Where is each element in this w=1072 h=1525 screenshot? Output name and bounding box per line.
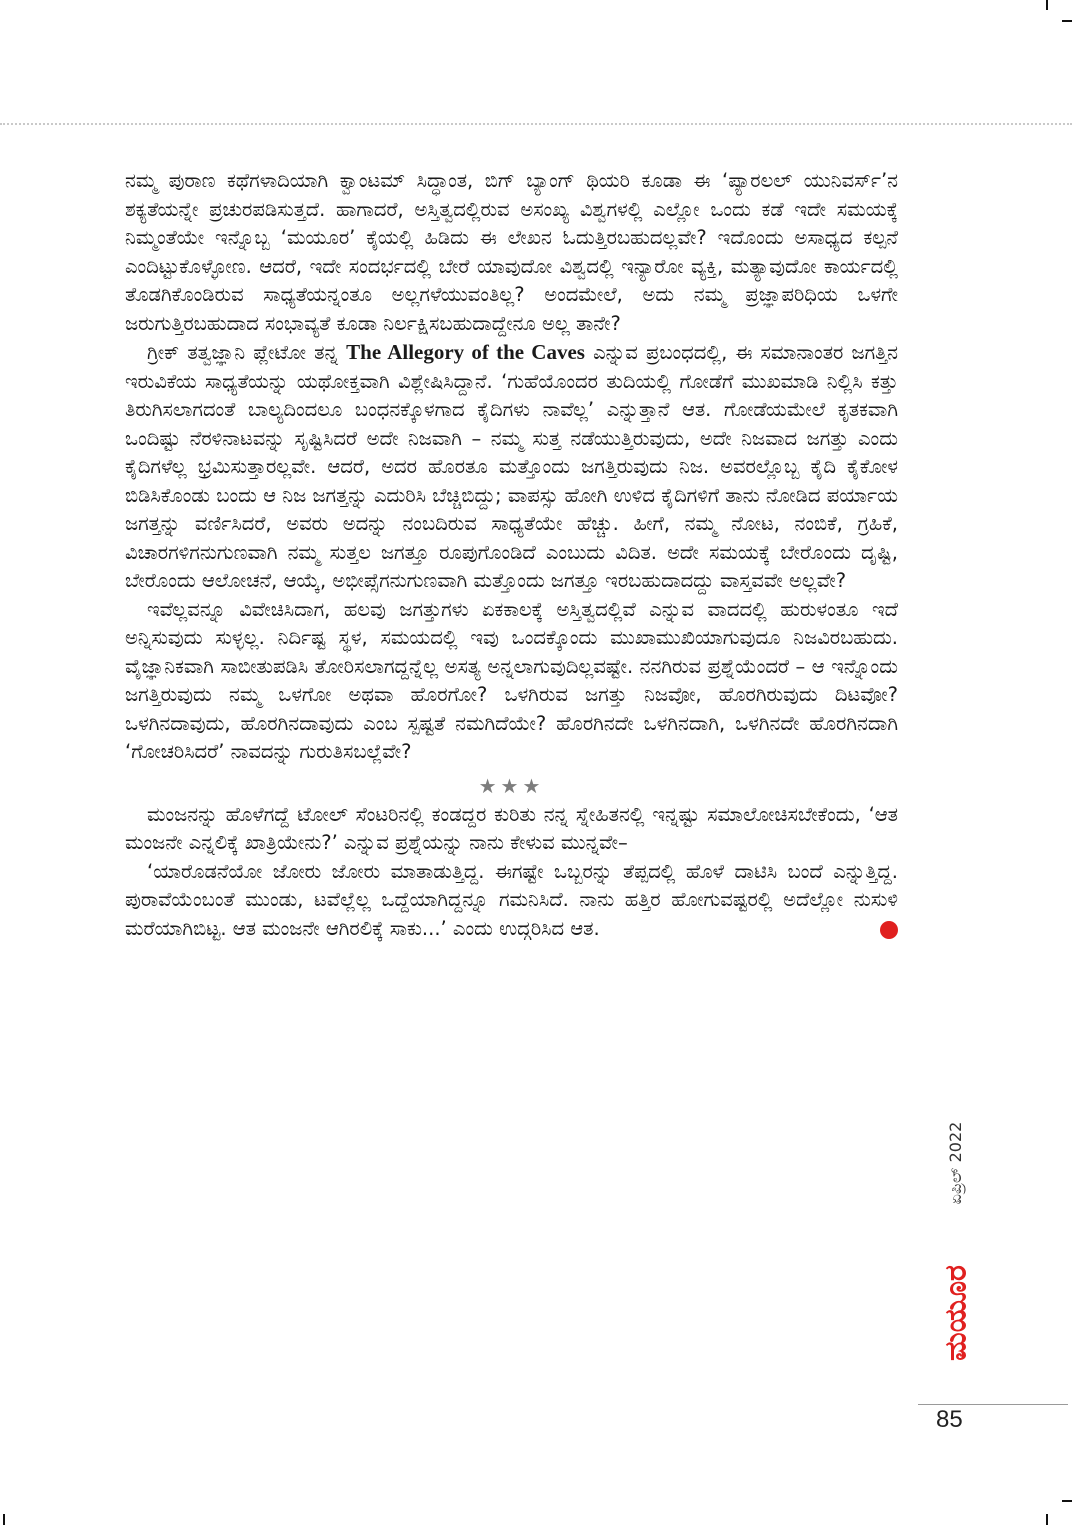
issue-date-text: ಏಪ್ರಿಲ್ 2022 (946, 1121, 965, 1205)
magazine-logo-text: ಮಯೂರ (938, 1265, 974, 1361)
paragraph-2-lead: ಗ್ರೀಕ್ ತತ್ವಜ್ಞಾನಿ ಪ್ಲೇಟೋ ತನ್ನ (147, 341, 347, 364)
paragraph-2-rest: ಎನ್ನುವ ಪ್ರಬಂಧದಲ್ಲಿ, ಈ ಸಮಾನಾಂತರ ಜಗತ್ತಿನ ಇರುವಿಕೆಯ ಸಾಧ್ಯತೆಯನ್ನು ಯಥೋಕ್ತವಾಗಿ ವಿಶ್ಲೇಷಿಸಿದ್ದಾನೆ. ‘ಗುಹೆಯೊಂದರ ತುದಿಯಲ್ಲಿ ಗೋಡೆಗೆ ಮುಖಮಾಡಿ ನಿಲ್ಲಿಸಿ ಕತ್ತು ತಿರುಗಿಸಲಾಗದಂತೆ ಬಾಲ್ಯದಿಂದಲೂ ಬಂಧನಕ್ಕೊಳಗಾದ ಕೈದಿಗಳು ನಾವೆಲ್ಲ’ ಎನ್ನುತ್ತಾನೆ ಆತ. ಗೋಡೆಯಮೇಲೆ ಕೃತಕವಾಗಿ ಒಂದಿಷ್ಟು ನೆರಳಿನಾಟವನ್ನು ಸೃಷ್ಟಿಸಿದರೆ ಅದೇ ನಿಜವಾಗಿ – ನಮ್ಮ ಸುತ್ತ ನಡೆಯುತ್ತಿರುವುದು, ಅದೇ ನಿಜವಾದ ಜಗತ್ತು ಎಂದು ಕೈದಿಗಳೆಲ್ಲ ಭ್ರಮಿಸುತ್ತಾರಲ್ಲವೇ. ಆದರೆ, ಅದರ ಹೊರತೂ ಮತ್ತೊಂದು ಜಗತ್ತಿರುವುದು ನಿಜ. ಅವರಲ್ಲೊಬ್ಬ ಕೈದಿ ಕೈಕೋಳ ಬಿಡಿಸಿಕೊಂಡು ಬಂದು ಆ ನಿಜ ಜಗತ್ತನ್ನು ಎದುರಿಸಿ ಬೆಚ್ಚಿಬಿದ್ದು; ವಾಪಸ್ಸು ಹೋಗಿ ಉಳಿದ ಕೈದಿಗಳಿಗೆ ತಾನು ನೋಡಿದ ಪರ್ಯಾಯ ಜಗತ್ತನ್ನು ವರ್ಣಿಸಿದರೆ, ಅವರು ಅದನ್ನು ನಂಬದಿರುವ ಸಾಧ್ಯತೆಯೇ ಹೆಚ್ಚು. ಹೀಗೆ, ನಮ್ಮ ನೋಟ, ನಂಬಿಕೆ, ಗ್ರಹಿಕೆ, ವಿಚಾರಗಳಿಗನುಗುಣವಾಗಿ ನಮ್ಮ ಸುತ್ತಲ ಜಗತ್ತೂ ರೂಪುಗೊಂಡಿದೆ ಎಂಬುದು ವಿದಿತ. ಅದೇ ಸಮಯಕ್ಕೆ ಬೇರೊಂದು ದೃಷ್ಟಿ, ಬೇರೊಂದು ಆಲೋಚನೆ, ಆಯ್ಕೆ, ಅಭೀಪ್ಸೆಗನುಗುಣವಾಗಿ ಮತ್ತೊಂದು ಜಗತ್ತೂ ಇರಬಹುದಾದದ್ದು ವಾಸ್ತವವೇ ಅಲ್ಲವೇ? (125, 341, 898, 592)
article-paragraph-3: ಇವೆಲ್ಲವನ್ನೂ ವಿವೇಚಿಸಿದಾಗ, ಹಲವು ಜಗತ್ತುಗಳು ಏಕಕಾಲಕ್ಕೆ ಅಸ್ತಿತ್ವದಲ್ಲಿವೆ ಎನ್ನುವ ವಾದದಲ್ಲಿ ಹುರುಳಂತೂ ಇದೆ ಅನ್ನಿಸುವುದು ಸುಳ್ಳಲ್ಲ. ನಿರ್ದಿಷ್ಟ ಸ್ಥಳ, ಸಮಯದಲ್ಲಿ ಇವು ಒಂದಕ್ಕೊಂದು ಮುಖಾಮುಖಿಯಾಗುವುದೂ ನಿಜವಿರಬಹುದು. ವೈಜ್ಞಾನಿಕವಾಗಿ ಸಾಬೀತುಪಡಿಸಿ ತೋರಿಸಲಾಗದ್ದನ್ನೆಲ್ಲ ಅಸತ್ಯ ಅನ್ನಲಾಗುವುದಿಲ್ಲವಷ್ಟೇ. ನನಗಿರುವ ಪ್ರಶ್ನೆಯೆಂದರೆ – ಆ ಇನ್ನೊಂದು ಜಗತ್ತಿರುವುದು ನಮ್ಮ ಒಳಗೋ ಅಥವಾ ಹೊರಗೋ? ಒಳಗಿರುವ ಜಗತ್ತು ನಿಜವೋ, ಹೊರಗಿರುವುದು ದಿಟವೋ? ಒಳಗಿನದಾವುದು, ಹೊರಗಿನದಾವುದು ಎಂಬ ಸ್ಪಷ್ಟತೆ ನಮಗಿದೆಯೇ? ಹೊರಗಿನದೇ ಒಳಗಿನದಾಗಿ, ಒಳಗಿನದೇ ಹೊರಗಿನದಾಗಿ ‘ಗೋಚರಿಸಿದರೆ’ ನಾವದನ್ನು ಗುರುತಿಸಬಲ್ಲೆವೇ? (125, 597, 898, 763)
article-paragraph-5 (125, 858, 898, 944)
end-of-article-dot (880, 921, 898, 939)
article-paragraph-4: ಮಂಜನನ್ನು ಹೊಳೆಗದ್ದೆ ಟೋಲ್ ಸೆಂಟರಿನಲ್ಲಿ ಕಂಡದ್ದರ ಕುರಿತು ನನ್ನ ಸ್ನೇಹಿತನಲ್ಲಿ ಇನ್ನಷ್ಟು ಸಮಾಲೋಚಿಸಬೇಕೆಂದು, ‘ಆತ ಮಂಜನೇ ಎನ್ನಲಿಕ್ಕೆ ಖಾತ್ರಿಯೇನು?’ ಎನ್ನುವ ಪ್ರಶ್ನೆಯನ್ನು ನಾನು ಕೇಳುವ ಮುನ್ನವೇ– (125, 802, 898, 854)
article-paragraph-2 (125, 338, 898, 596)
sidebar (938, 1108, 974, 1398)
article-body (125, 167, 898, 943)
page-number: 85 (936, 1406, 963, 1433)
issue-date (938, 1108, 974, 1218)
page-number-rule (918, 1404, 1068, 1405)
crop-mark-top (1046, 0, 1048, 10)
crop-mark-bottom (1046, 1514, 1048, 1525)
crop-mark-top-right (1062, 20, 1072, 22)
section-separator: ★★★ (478, 773, 545, 798)
header-dotted-rule (0, 123, 1072, 125)
magazine-logo (938, 1228, 974, 1398)
article-paragraph-1: ನಮ್ಮ ಪುರಾಣ ಕಥೆಗಳಾದಿಯಾಗಿ ಕ್ವಾಂಟಮ್ ಸಿದ್ಧಾಂತ, ಬಿಗ್ ಬ್ಯಾಂಗ್ ಥಿಯರಿ ಕೂಡಾ ಈ ‘ಪ್ಯಾರಲಲ್ ಯುನಿವರ್ಸ್’ನ ಶಕ್ಯತೆಯನ್ನೇ ಪ್ರಚುರಪಡಿಸುತ್ತದೆ. ಹಾಗಾದರೆ, ಅಸ್ತಿತ್ವದಲ್ಲಿರುವ ಅಸಂಖ್ಯ ವಿಶ್ವಗಳಲ್ಲಿ ಎಲ್ಲೋ ಒಂದು ಕಡೆ ಇದೇ ಸಮಯಕ್ಕೆ ನಿಮ್ಮಂತೆಯೇ ಇನ್ನೊಬ್ಬ ‘ಮಯೂರ’ ಕೈಯಲ್ಲಿ ಹಿಡಿದು ಈ ಲೇಖನ ಓದುತ್ತಿರಬಹುದಲ್ಲವೇ? ಇದೊಂದು ಅಸಾಧ್ಯದ ಕಲ್ಪನೆ ಎಂದಿಟ್ಟುಕೊಳ್ಳೋಣ. ಆದರೆ, ಇದೇ ಸಂದರ್ಭದಲ್ಲಿ ಬೇರೆ ಯಾವುದೋ ವಿಶ್ವದಲ್ಲಿ ಇನ್ಯಾರೋ ವ್ಯಕ್ತಿ, ಮತ್ಯಾವುದೋ ಕಾರ್ಯದಲ್ಲಿ ತೊಡಗಿಕೊಂಡಿರುವ ಸಾಧ್ಯತೆಯನ್ನಂತೂ ಅಲ್ಲಗಳೆಯುವಂತಿಲ್ಲ? ಅಂದಮೇಲೆ, ಅದು ನಮ್ಮ ಪ್ರಜ್ಞಾಪರಿಧಿಯ ಒಳಗೇ ಜರುಗುತ್ತಿರಬಹುದಾದ ಸಂಭಾವ್ಯತೆ ಕೂಡಾ ನಿರ್ಲಕ್ಷಿಸಬಹುದಾದ್ದೇನೂ ಅಲ್ಲ ತಾನೇ? (125, 169, 898, 335)
crop-mark-bottom-left (3, 1514, 5, 1525)
crop-mark-bottom-right (1062, 1500, 1072, 1502)
essay-title: The Allegory of the Caves (346, 340, 585, 364)
article-paragraph-5-text: ‘ಯಾರೊಡನೆಯೋ ಜೋರು ಜೋರು ಮಾತಾಡುತ್ತಿದ್ದ. ಈಗಷ್ಟೇ ಒಬ್ಬರನ್ನು ತೆಪ್ಪದಲ್ಲಿ ಹೊಳೆ ದಾಟಿಸಿ ಬಂದೆ ಎನ್ನುತ್ತಿದ್ದ. ಪುರಾವೆಯೆಂಬಂತೆ ಮುಂಡು, ಟವೆಲ್ಲೆಲ್ಲ ಒದ್ದೆಯಾಗಿದ್ದನ್ನೂ ಗಮನಿಸಿದೆ. ನಾನು ಹತ್ತಿರ ಹೋಗುವಷ್ಟರಲ್ಲಿ ಅದೆಲ್ಲೋ ನುಸುಳಿ ಮರೆಯಾಗಿಬಿಟ್ಟ. ಆತ ಮಂಜನೇ ಆಗಿರಲಿಕ್ಕೆ ಸಾಕು...’ ಎಂದು ಉದ್ಗರಿಸಿದ ಆತ. (125, 859, 898, 940)
